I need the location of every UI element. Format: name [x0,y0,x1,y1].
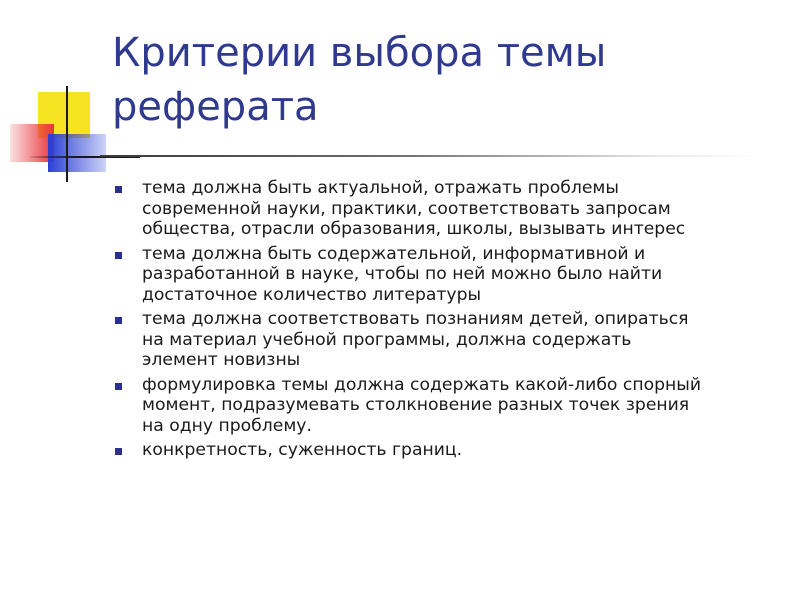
square-bullet-icon [115,383,122,390]
vertical-line-decoration [66,86,68,182]
bullet-line: элемент новизны [142,350,301,370]
bullet-line: момент, подразумевать столкновение разных точек зрения [142,395,690,415]
blue-square-decoration [48,134,106,172]
bullet-item [112,375,772,437]
bullet-line: тема должна быть содержательной, информативной и [142,243,646,264]
bullet-line: формулировка темы должна содержать какой-либо спорный [142,374,701,395]
slide-title [112,26,752,134]
bullet-line: тема должна быть актуальной, отражать проблемы [142,178,619,198]
bullet-item [112,178,772,240]
bullet-item [112,309,772,371]
square-bullet-icon [115,252,122,259]
bullet-line: разработанной в науке, чтобы по ней можно было найти [142,264,663,284]
square-bullet-icon [115,448,122,455]
bullet-line: общества, отрасли образования, школы, вызывать интерес [142,219,686,239]
bullet-line: на одну проблему. [142,415,312,436]
square-bullet-icon [115,317,122,324]
bullet-list [112,178,772,465]
bullet-item [112,244,772,306]
slide-title-line-2: реферата [112,84,319,130]
title-separator [100,155,760,157]
square-bullet-icon [115,186,122,193]
bullet-item [112,440,772,461]
slide-title-line-1: Критерии выбора темы [112,30,607,76]
bullet-line: современной науки, практики, соответствовать запросам [142,198,671,219]
bullet-line: конкретность, суженность границ. [142,440,463,460]
bullet-line: на материал учебной программы, должна содержать [142,329,632,350]
bullet-line: тема должна соответствовать познаниям детей, опираться [142,309,689,329]
bullet-line: достаточное количество литературы [142,284,482,305]
